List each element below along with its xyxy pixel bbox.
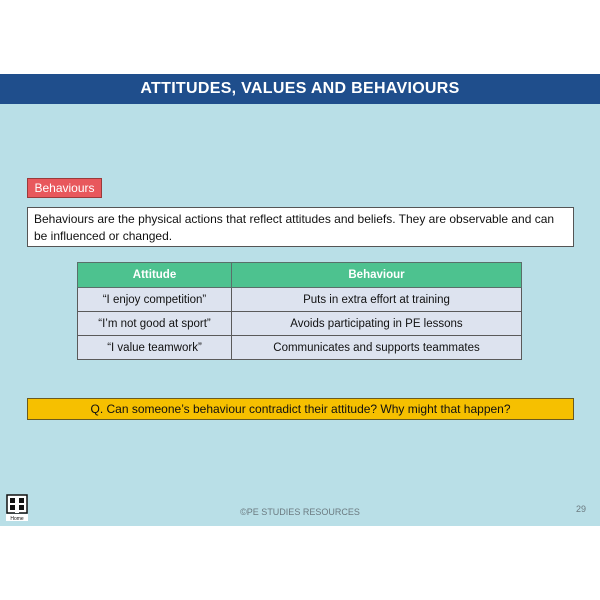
discussion-question: Q. Can someone’s behaviour contradict their attitude? Why might that happen? [27, 398, 574, 420]
definition-text: Behaviours are the physical actions that reflect attitudes and beliefs. They are observable and can be influenced or changed. [27, 207, 574, 247]
table-cell-attitude: “I enjoy competition” [78, 288, 232, 312]
table-header-attitude: Attitude [78, 263, 232, 288]
table-row [78, 288, 522, 312]
home-label: Home [10, 516, 24, 521]
slide [0, 74, 600, 526]
table-row [78, 336, 522, 360]
attitude-behaviour-table [77, 262, 522, 360]
section-label: Behaviours [27, 178, 102, 198]
table-cell-attitude: “I’m not good at sport” [78, 312, 232, 336]
table-cell-behaviour: Communicates and supports teammates [232, 336, 522, 360]
page-number: 29 [575, 504, 586, 514]
table-row [78, 312, 522, 336]
table-cell-behaviour: Puts in extra effort at training [232, 288, 522, 312]
table-header-row [78, 263, 522, 288]
table-cell-attitude: “I value teamwork” [78, 336, 232, 360]
copyright-footer: ©PE STUDIES RESOURCES [240, 507, 360, 517]
table-cell-behaviour: Avoids participating in PE lessons [232, 312, 522, 336]
table-header-behaviour: Behaviour [232, 263, 522, 288]
slide-title: ATTITUDES, VALUES AND BEHAVIOURS [0, 74, 600, 104]
